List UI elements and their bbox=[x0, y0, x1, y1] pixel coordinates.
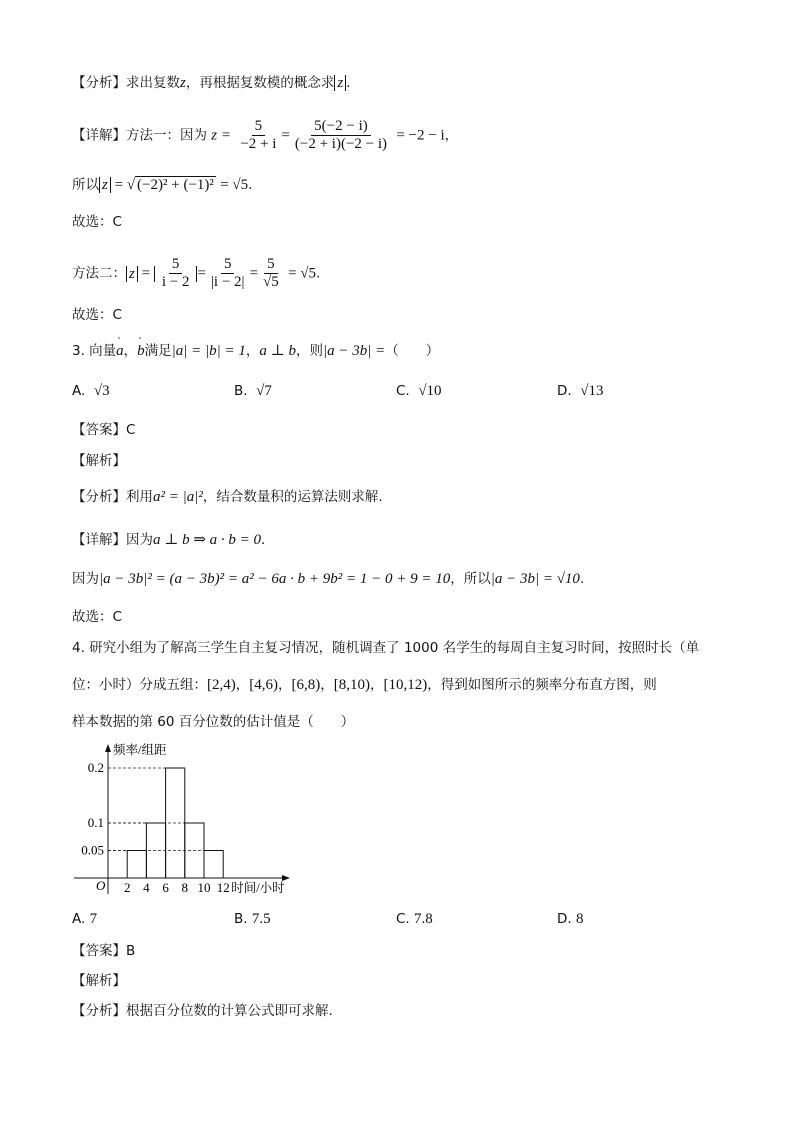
x-tick-label: 4 bbox=[143, 880, 150, 895]
y-tick-label: 0.2 bbox=[87, 760, 104, 775]
q3-option-d: D. √13 bbox=[557, 383, 604, 399]
fraction: $\frac{5}{-2 + i}$ bbox=[240, 118, 277, 152]
q4-explain: 【解析】 bbox=[72, 973, 126, 989]
detail-tag: 【详解】 bbox=[72, 127, 126, 144]
analysis-line-1: 【分析】求出复数z，再根据复数模的概念求 z . bbox=[72, 75, 351, 91]
y-axis-arrow bbox=[105, 744, 111, 752]
histogram-bar bbox=[127, 851, 146, 879]
q4-option-c: C. 7.8 bbox=[396, 911, 433, 927]
x-tick-label: 8 bbox=[181, 880, 189, 895]
choose-line-1: 故选：C bbox=[72, 214, 122, 230]
q4-option-d: D. 8 bbox=[557, 911, 584, 927]
y-axis-label: 频率/组距 bbox=[113, 743, 167, 757]
q4-stem-line-1: 4. 研究小组为了解高三学生自主复习情况，随机调查了 1000 名学生的每周自主复习时间，按照时长（单 bbox=[72, 640, 700, 656]
q3-explain: 【解析】 bbox=[72, 453, 126, 469]
q3-choose: 故选：C bbox=[72, 609, 122, 625]
fraction: $\frac{5}{i - 2}$ bbox=[161, 256, 190, 290]
q3-stem: 3. 向量' a，' b满足|a| = |b| = 1，a ⊥ b，则|a − 3b| =（ ） bbox=[72, 341, 439, 361]
histogram-bar bbox=[204, 851, 223, 879]
q3-option-a: A. √3 bbox=[72, 383, 110, 399]
q4-stem-line-2: 位：小时）分成五组：[2,4)，[4,6)，[6,8)，[8,10)，[10,12)，得到如图所示的频率分布直方图，则 bbox=[72, 677, 657, 693]
fraction: $\frac{5}{√5}$ bbox=[263, 256, 279, 290]
x-tick-label: 10 bbox=[197, 880, 211, 895]
frequency-histogram bbox=[68, 742, 308, 898]
choose-line-2: 故选：C bbox=[72, 307, 122, 323]
q4-option-b: B. 7.5 bbox=[234, 911, 271, 927]
x-tick-label: 6 bbox=[162, 880, 169, 895]
q4-answer: 【答案】B bbox=[72, 943, 136, 959]
x-tick-label: 2 bbox=[123, 880, 131, 895]
x-axis-label: 时间/小时 bbox=[231, 881, 285, 895]
q3-option-c: C. √10 bbox=[396, 383, 442, 399]
x-tick-label: 12 bbox=[216, 880, 230, 895]
so-line: 所以 z = √ (−2)² + (−1)² = √5. bbox=[72, 177, 253, 193]
q4-stem-line-3: 样本数据的第 60 百分位数的估计值是（ ） bbox=[72, 714, 355, 730]
analysis-tag: 【分析】 bbox=[72, 75, 126, 91]
q4-analysis: 【分析】根据百分位数的计算公式即可求解. bbox=[72, 1003, 333, 1019]
q3-answer: 【答案】C bbox=[72, 422, 136, 438]
y-tick-label: 0.05 bbox=[81, 842, 104, 858]
q3-detail-line-2: 因为|a − 3b|² = (a − 3b)² = a² − 6a · b + 9b² = 1 − 0 + 9 = 10，所以|a − 3b| = √10. bbox=[72, 571, 585, 587]
q3-analysis: 【分析】利用a² = |a|²，结合数量积的运算法则求解. bbox=[72, 489, 383, 505]
q4-option-a: A. 7 bbox=[72, 911, 98, 927]
fraction: $\frac{5}{|i - 2|}$ bbox=[210, 256, 245, 290]
detail-method-1: 【详解】方法一：因为 z = $\frac{5}{-2 + i}$ = $\frac{5(-2 - i)}{(-2 + i)(-2 - i)}$ = −2 − i， bbox=[72, 118, 459, 152]
q3-detail: 【详解】因为a ⊥ b ⇒ a · b = 0. bbox=[72, 532, 266, 548]
detail-method-2: 方法二： z = $\frac{5}{i - 2}$ = $\frac{5}{|i - 2|}$ = $\frac{5}{√5}$ = √5. bbox=[72, 256, 321, 290]
q3-option-b: B. √7 bbox=[234, 383, 272, 399]
origin-label: O bbox=[96, 878, 106, 893]
fraction: $\frac{5(-2 - i)}{(-2 + i)(-2 - i)}$ bbox=[294, 118, 388, 152]
y-tick-label: 0.1 bbox=[87, 815, 104, 830]
sqrt: √ (−2)² + (−1)² bbox=[126, 177, 214, 193]
